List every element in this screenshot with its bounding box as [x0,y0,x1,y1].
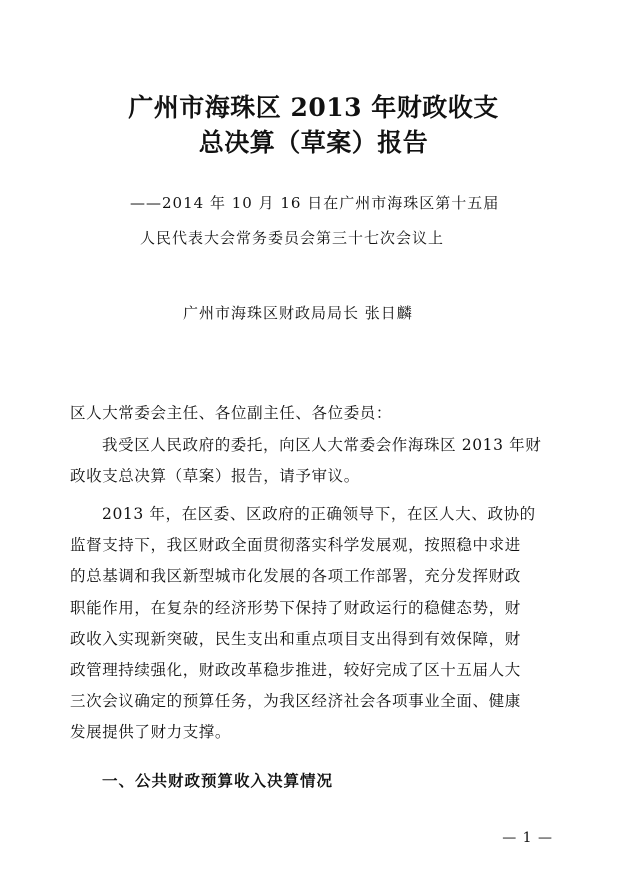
section-heading: 一、公共财政预算收入决算情况 [102,772,334,790]
paragraph-1 [70,430,556,492]
page-number: — 1 — [502,830,553,846]
paragraph-2-line: 的总基调和我区新型城市化发展的各项工作部署，充分发挥财政 [70,567,521,586]
paragraph-2-line: 发展提供了财力支撑。 [70,723,232,742]
paragraph-1-line: 我受区人民政府的委托，向区人大常委会作海珠区 2013 年财 [102,436,542,454]
greeting: 区人大常委会主任、各位副主任、各位委员： [70,404,393,422]
paragraph-2-line: 2013 年，在区委、区政府的正确领导下，在区人大、政协的 [102,505,536,523]
subtitle-line-1: ——2014 年 10 月 16 日在广州市海珠区第十五届 [130,194,500,212]
subtitle-line-2: 人民代表大会常务委员会第三十七次会议上 [140,229,445,247]
paragraph-2-line: 政管理持续强化，财政改革稳步推进，较好完成了区十五届人大 [70,661,521,680]
title-line-2: 总决算（草案）报告 [198,128,429,157]
paragraph-2-line: 职能作用，在复杂的经济形势下保持了财政运行的稳健态势，财 [70,598,521,617]
paragraph-2-line: 监督支持下，我区财政全面贯彻落实科学发展观，按照稳中求进 [70,536,521,555]
paragraph-2 [70,499,556,749]
title-line-1: 广州市海珠区 2013 年财政收支 [128,93,499,122]
paragraph-2-line: 政收入实现新突破，民生支出和重点项目支出得到有效保障，财 [70,629,521,648]
paragraph-1-line: 政收支总决算（草案）报告，请予审议。 [70,467,360,486]
author-line: 广州市海珠区财政局局长 张日麟 [183,304,413,322]
paragraph-2-line: 三次会议确定的预算任务，为我区经济社会各项事业全面、健康 [70,692,521,711]
